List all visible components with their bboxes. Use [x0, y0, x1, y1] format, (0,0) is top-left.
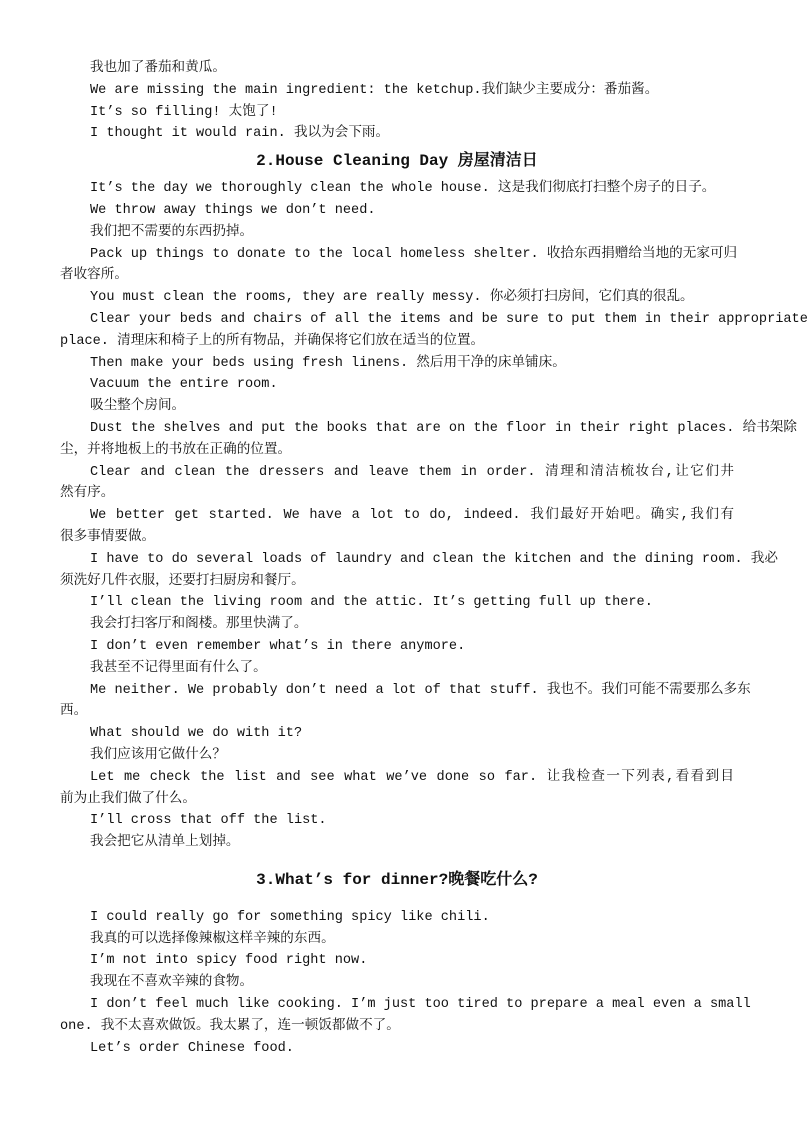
text-line: I don’t even remember what’s in there anymore.	[90, 638, 466, 654]
text-line: 我也加了番茄和黄瓜。	[90, 61, 226, 76]
text-line: 我们把不需要的东西扔掉。	[90, 224, 254, 240]
text-line: 我现在不喜欢辛辣的食物。	[90, 975, 254, 991]
text-line: 我们应该用它做什么？	[90, 747, 226, 763]
section-2-heading: 2.House Cleaning Day 房屋清洁日	[256, 152, 538, 171]
text-line: We better get started. We have a lot to do, indeed. 我们最好开始吧。确实,我们有	[90, 508, 734, 524]
text-line: I have to do several loads of laundry and clean the kitchen and the dining room. 我必	[90, 551, 778, 567]
text-line: 我真的可以选择像辣椒这样辛辣的东西。	[90, 931, 335, 947]
text-line-continuation: 很多事情要做。	[60, 529, 156, 545]
section-2-body	[60, 178, 808, 854]
text-line: I’ll cross that off the list.	[90, 813, 327, 829]
text-line: Me neither. We probably don’t need a lot of that stuff. 我也不。我们可能不需要那么多东	[90, 682, 751, 698]
text-line: Pack up things to donate to the local homeless shelter. 收拾东西捐赠给当地的无家可归	[90, 246, 738, 262]
text-line: Vacuum the entire room.	[90, 377, 278, 393]
text-line: It’s so filling! 太饱了!	[90, 104, 278, 120]
text-line: Let’s order Chinese food.	[90, 1040, 294, 1056]
text-line-continuation: one. 我不太喜欢做饭。我太累了，连一顿饭都做不了。	[60, 1018, 400, 1034]
text-line: I’ll clean the living room and the attic. It’s getting full up there.	[90, 595, 653, 611]
text-line: I could really go for something spicy like chili.	[90, 909, 490, 925]
text-line: Then make your beds using fresh linens. 然后用干净的床单铺床。	[90, 355, 566, 371]
text-line: We are missing the main ingredient: the ketchup.我们缺少主要成分：番茄酱。	[90, 82, 659, 98]
text-line: Dust the shelves and put the books that are on the floor in their right places. 给书架除	[90, 420, 797, 436]
text-line-continuation: 前为止我们做了什么。	[60, 791, 196, 807]
text-line: 我会打扫客厅和阁楼。那里快满了。	[90, 617, 308, 633]
text-line: 吸尘整个房间。	[90, 399, 186, 415]
text-line: Let me check the list and see what we’ve done so far. 让我检查一下列表,看看到目	[90, 769, 734, 785]
text-line: 我会把它从清单上划掉。	[90, 835, 240, 851]
section-1-tail	[60, 58, 734, 145]
text-line: Clear and clean the dressers and leave them in order. 清理和清洁梳妆台,让它们井	[90, 464, 734, 480]
text-line: What should we do with it?	[90, 726, 303, 742]
text-line-continuation: 然有序。	[60, 486, 115, 502]
text-line-continuation: 西。	[60, 704, 88, 720]
text-line: I thought it would rain. 我以为会下雨。	[90, 126, 390, 142]
text-line: It’s the day we thoroughly clean the whole house. 这是我们彻底打扫整个房子的日子。	[90, 181, 716, 197]
text-line-continuation: place. 清理床和椅子上的所有物品，并确保将它们放在适当的位置。	[60, 333, 485, 349]
text-line: I don’t feel much like cooking. I’m just too tired to prepare a meal even a small	[90, 997, 751, 1013]
text-line: Clear your beds and chairs of all the items and be sure to put them in their appropriate	[90, 311, 808, 327]
text-line: I’m not into spicy food right now.	[90, 953, 368, 969]
section-3-body	[60, 907, 751, 1060]
section-3-heading: 3.What’s for dinner?晚餐吃什么?	[256, 870, 538, 889]
text-line: We throw away things we don’t need.	[90, 202, 376, 218]
text-line: You must clean the rooms, they are really messy. 你必须打扫房间，它们真的很乱。	[90, 290, 694, 306]
text-line-continuation: 尘，并将地板上的书放在正确的位置。	[60, 442, 292, 458]
text-line-continuation: 者收容所。	[60, 268, 128, 284]
text-line-continuation: 须洗好几件衣服，还要打扫厨房和餐厅。	[60, 573, 305, 589]
text-line: 我甚至不记得里面有什么了。	[90, 660, 267, 676]
